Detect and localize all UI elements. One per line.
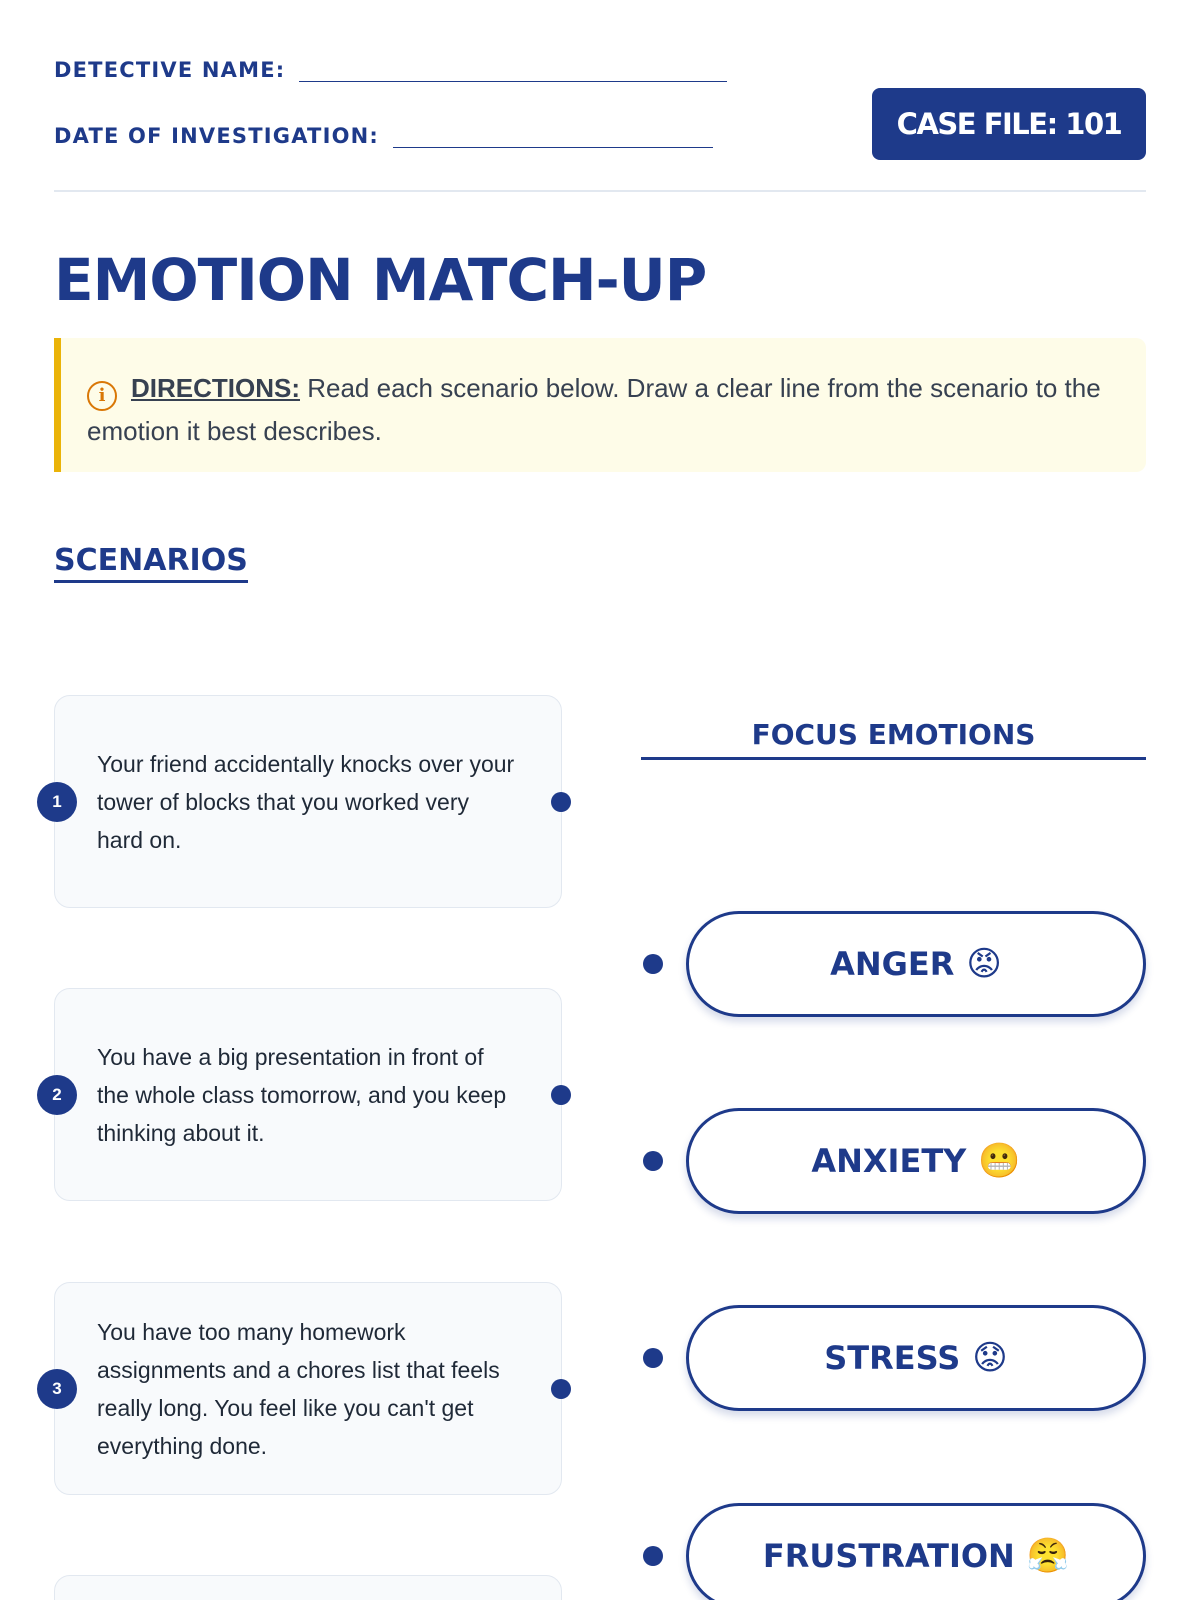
detective-name-field — [54, 58, 727, 82]
scenario-card-4 — [54, 1575, 562, 1600]
emotion-label: ANGER — [830, 945, 955, 983]
scenario-number-badge: 1 — [37, 782, 77, 822]
emotion-stress — [686, 1305, 1146, 1411]
detective-name-blank[interactable] — [299, 58, 727, 82]
focus-emotions-heading: FOCUS EMOTIONS — [641, 718, 1146, 760]
worried-face-icon: 😟 — [972, 1338, 1008, 1378]
scenario-number-badge: 2 — [37, 1075, 77, 1115]
emotion-anxiety-connector-dot[interactable] — [643, 1151, 663, 1171]
emotion-label: FRUSTRATION — [762, 1537, 1015, 1575]
investigation-date-field — [54, 124, 713, 148]
directions-label: DIRECTIONS: — [131, 373, 300, 403]
scenario-card-3 — [54, 1282, 562, 1495]
emotion-label: STRESS — [824, 1339, 961, 1377]
scenarios-heading: SCENARIOS — [54, 543, 248, 583]
scenario-3-connector-dot[interactable] — [551, 1379, 571, 1399]
emotion-stress-connector-dot[interactable] — [643, 1348, 663, 1368]
scenario-text: You have a big presentation in front of the whole class tomorrow, and you keep thinking about it. — [97, 1043, 507, 1146]
grimacing-face-icon: 😬 — [978, 1141, 1021, 1181]
case-file-badge: CASE FILE: 101 — [872, 88, 1146, 160]
investigation-date-label: DATE OF INVESTIGATION: — [54, 124, 380, 148]
emotion-frustration — [686, 1503, 1146, 1600]
scenario-text: Your friend accidentally knocks over your tower of blocks that you worked very hard on. — [97, 750, 515, 853]
worksheet-header — [54, 0, 1146, 192]
emotion-anger — [686, 911, 1146, 1017]
scenario-1-connector-dot[interactable] — [551, 792, 571, 812]
detective-name-label: DETECTIVE NAME: — [54, 58, 286, 82]
page-title: EMOTION MATCH-UP — [54, 246, 707, 314]
angry-face-icon: 😡 — [966, 944, 1002, 984]
emotion-anxiety — [686, 1108, 1146, 1214]
directions-box — [54, 338, 1146, 472]
huffing-face-icon: 😤 — [1026, 1536, 1070, 1576]
directions-text: Read each scenario below. Draw a clear line from the scenario to the emotion it best describes. — [87, 373, 1101, 446]
investigation-date-blank[interactable] — [393, 124, 713, 148]
scenario-card-1 — [54, 695, 562, 908]
info-icon: i — [87, 381, 117, 411]
emotion-anger-connector-dot[interactable] — [643, 954, 663, 974]
scenario-text: You have too many homework assignments and a chores list that feels really long. You feel like you can't get everything done. — [97, 1318, 500, 1459]
scenario-number-badge: 3 — [37, 1369, 77, 1409]
scenario-card-2 — [54, 988, 562, 1201]
scenario-2-connector-dot[interactable] — [551, 1085, 571, 1105]
emotion-label: ANXIETY — [811, 1142, 967, 1180]
emotion-frustration-connector-dot[interactable] — [643, 1546, 663, 1566]
